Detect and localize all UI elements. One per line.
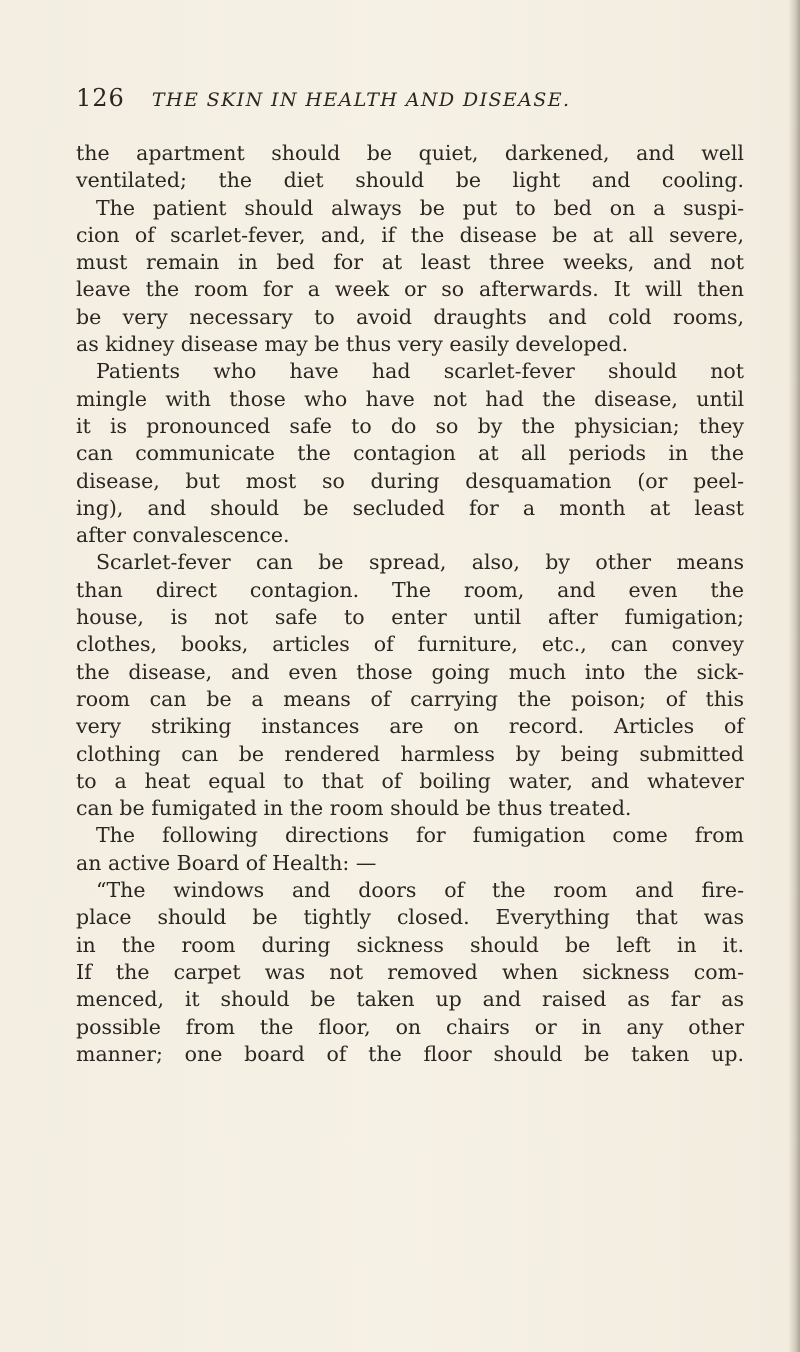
running-title: THE SKIN IN HEALTH AND DISEASE.	[151, 89, 571, 111]
text-line: house, is not safe to enter until after fumigation;	[76, 605, 744, 630]
text-line: the disease, and even those going much into the sick-	[76, 659, 744, 684]
text-line: ing), and should be secluded for a month at least	[76, 495, 744, 520]
text-line: manner; one board of the floor should be taken up.	[76, 1041, 744, 1066]
text-line: can be fumigated in the room should be thus treated.	[76, 796, 632, 821]
text-line: Scarlet-fever can be spread, also, by other means	[96, 550, 744, 575]
text-line: possible from the floor, on chairs or in any other	[76, 1014, 744, 1039]
text-line: mingle with those who have not had the disease, until	[76, 386, 744, 411]
text-line: ventilated; the diet should be light and cooling.	[76, 168, 744, 193]
text-line: “The windows and doors of the room and fire-	[96, 878, 744, 903]
text-line: be very necessary to avoid draughts and cold rooms,	[76, 304, 744, 329]
text-line: an active Board of Health: —	[76, 850, 377, 875]
text-line: after convalescence.	[76, 523, 290, 548]
text-line: disease, but most so during desquamation (or peel-	[76, 468, 744, 493]
text-line: the apartment should be quiet, darkened, and well	[76, 141, 744, 165]
text-line: place should be tightly closed. Everything that was	[76, 905, 744, 930]
text-line: The patient should always be put to bed on a suspi-	[96, 195, 744, 220]
text-line: to a heat equal to that of boiling water, and whatever	[76, 768, 744, 793]
page-number: 126	[76, 84, 125, 112]
text-line: very striking instances are on record. Articles of	[76, 714, 744, 739]
page-header	[76, 84, 736, 120]
text-line: menced, it should be taken up and raised as far as	[76, 987, 744, 1012]
text-line: clothing can be rendered harmless by being submitted	[76, 741, 744, 766]
text-line: than direct contagion. The room, and even the	[76, 577, 744, 602]
text-line: as kidney disease may be thus very easily developed.	[76, 332, 629, 357]
text-line: room can be a means of carrying the poison; of this	[76, 686, 744, 711]
text-line: The following directions for fumigation come from	[96, 823, 744, 848]
text-line: Patients who have had scarlet-fever should not	[96, 359, 744, 384]
text-line: can communicate the contagion at all periods in the	[76, 441, 744, 466]
text-line: cion of scarlet-fever, and, if the disease be at all severe,	[76, 222, 744, 247]
body-text	[76, 140, 744, 1068]
text-line: leave the room for a week or so afterwards. It will then	[76, 277, 744, 302]
text-line: clothes, books, articles of furniture, etc., can convey	[76, 632, 744, 657]
page-edge-shadow	[788, 0, 800, 1352]
text-line: must remain in bed for at least three weeks, and not	[76, 250, 744, 275]
text-line: If the carpet was not removed when sickness com-	[76, 959, 744, 984]
text-line: in the room during sickness should be left in it.	[76, 932, 744, 957]
text-line: it is pronounced safe to do so by the physician; they	[76, 413, 744, 438]
